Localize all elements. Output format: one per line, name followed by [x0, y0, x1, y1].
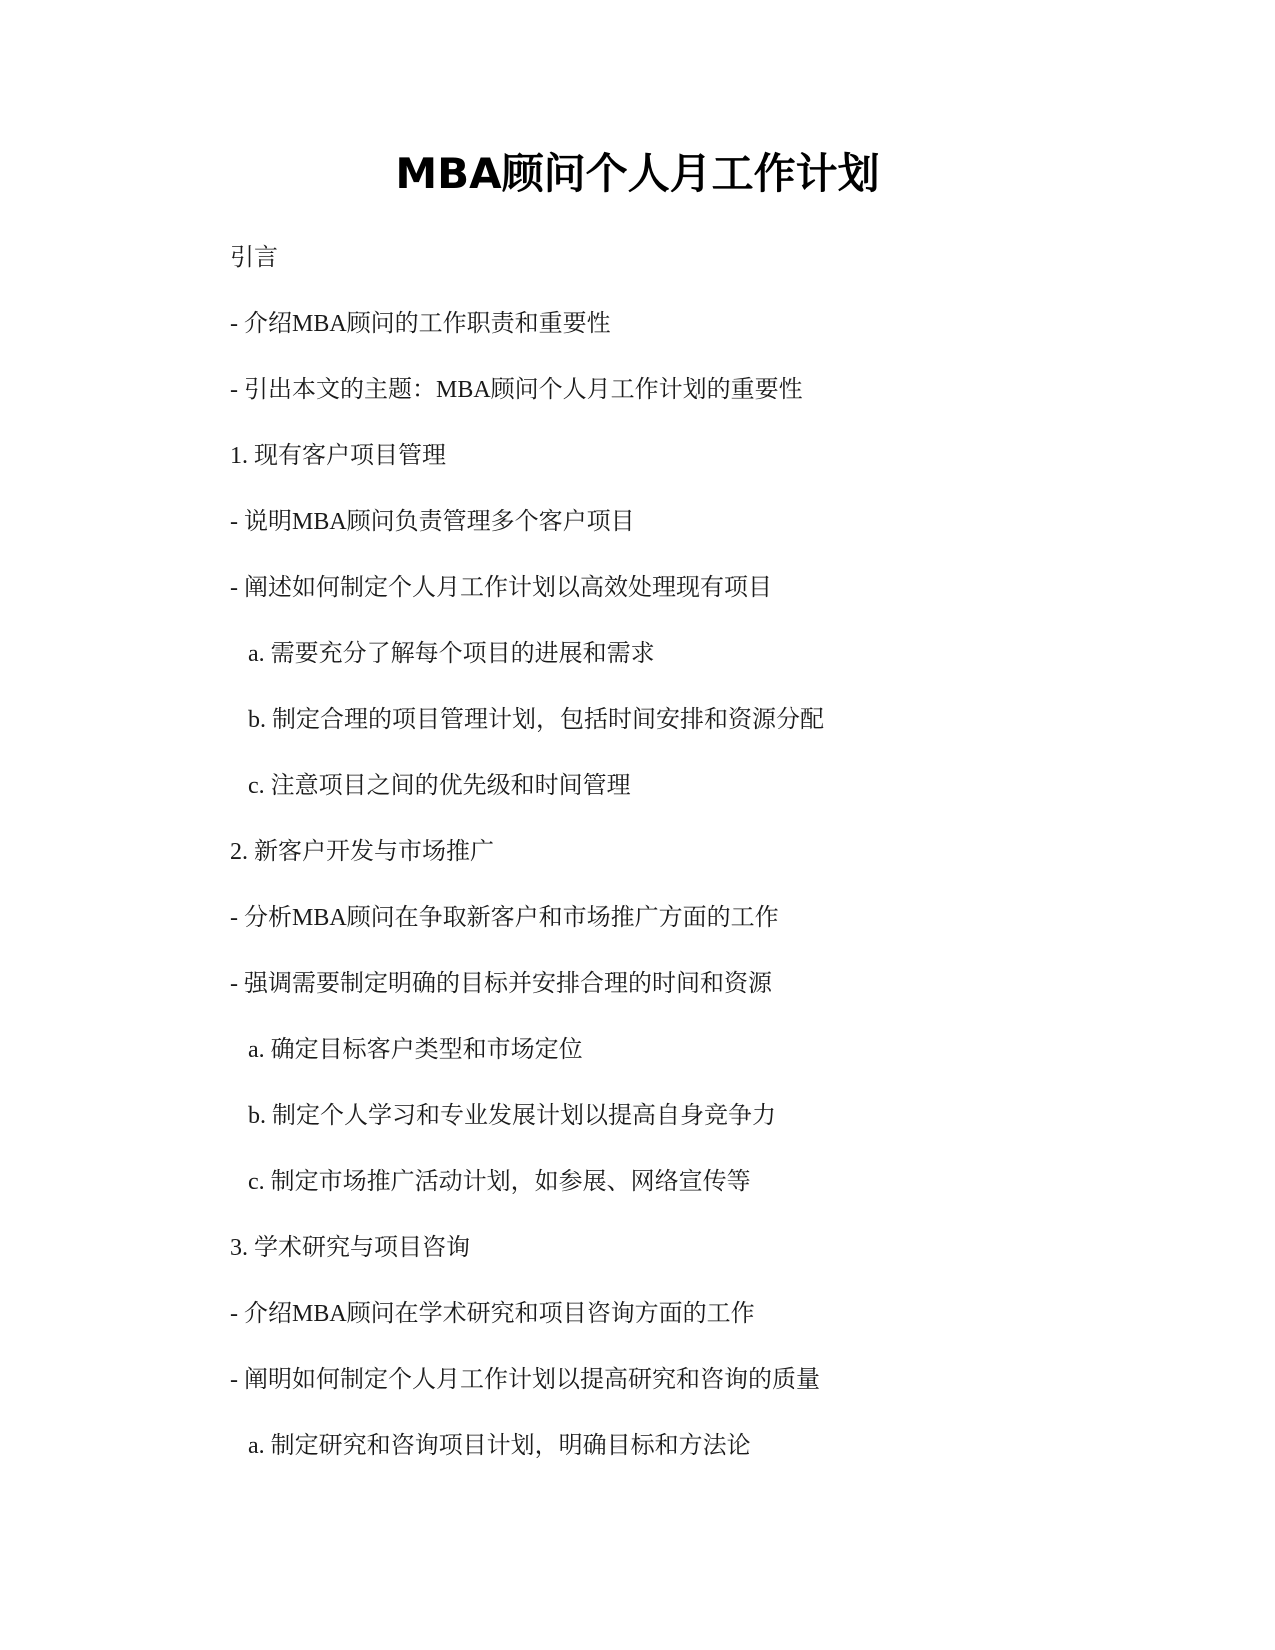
sub-list-item: a. 制定研究和咨询项目计划，明确目标和方法论	[248, 1433, 751, 1459]
document-title: MBA顾问个人月工作计划	[395, 149, 880, 198]
paragraph-line: - 说明MBA顾问负责管理多个客户项目	[230, 509, 635, 535]
paragraph-line: - 介绍MBA顾问的工作职责和重要性	[230, 311, 611, 337]
sub-list-item: b. 制定个人学习和专业发展计划以提高自身竞争力	[248, 1103, 776, 1129]
paragraph-line: - 强调需要制定明确的目标并安排合理的时间和资源	[230, 971, 772, 997]
sub-list-item: c. 注意项目之间的优先级和时间管理	[248, 773, 631, 799]
paragraph-line: - 介绍MBA顾问在学术研究和项目咨询方面的工作	[230, 1301, 755, 1327]
paragraph-line: 3. 学术研究与项目咨询	[230, 1235, 470, 1261]
paragraph-line: - 阐述如何制定个人月工作计划以高效处理现有项目	[230, 575, 772, 601]
paragraph-line: 引言	[230, 245, 278, 271]
sub-list-item: c. 制定市场推广活动计划，如参展、网络宣传等	[248, 1169, 751, 1195]
paragraph-line: 1. 现有客户项目管理	[230, 443, 446, 469]
sub-list-item: b. 制定合理的项目管理计划，包括时间安排和资源分配	[248, 707, 824, 733]
sub-list-item: a. 需要充分了解每个项目的进展和需求	[248, 641, 655, 667]
document-body	[230, 240, 1130, 1494]
paragraph-line: 2. 新客户开发与市场推广	[230, 839, 494, 865]
paragraph-line: - 引出本文的主题：MBA顾问个人月工作计划的重要性	[230, 377, 803, 403]
paragraph-line: - 阐明如何制定个人月工作计划以提高研究和咨询的质量	[230, 1367, 820, 1393]
sub-list-item: a. 确定目标客户类型和市场定位	[248, 1037, 583, 1063]
paragraph-line: - 分析MBA顾问在争取新客户和市场推广方面的工作	[230, 905, 779, 931]
